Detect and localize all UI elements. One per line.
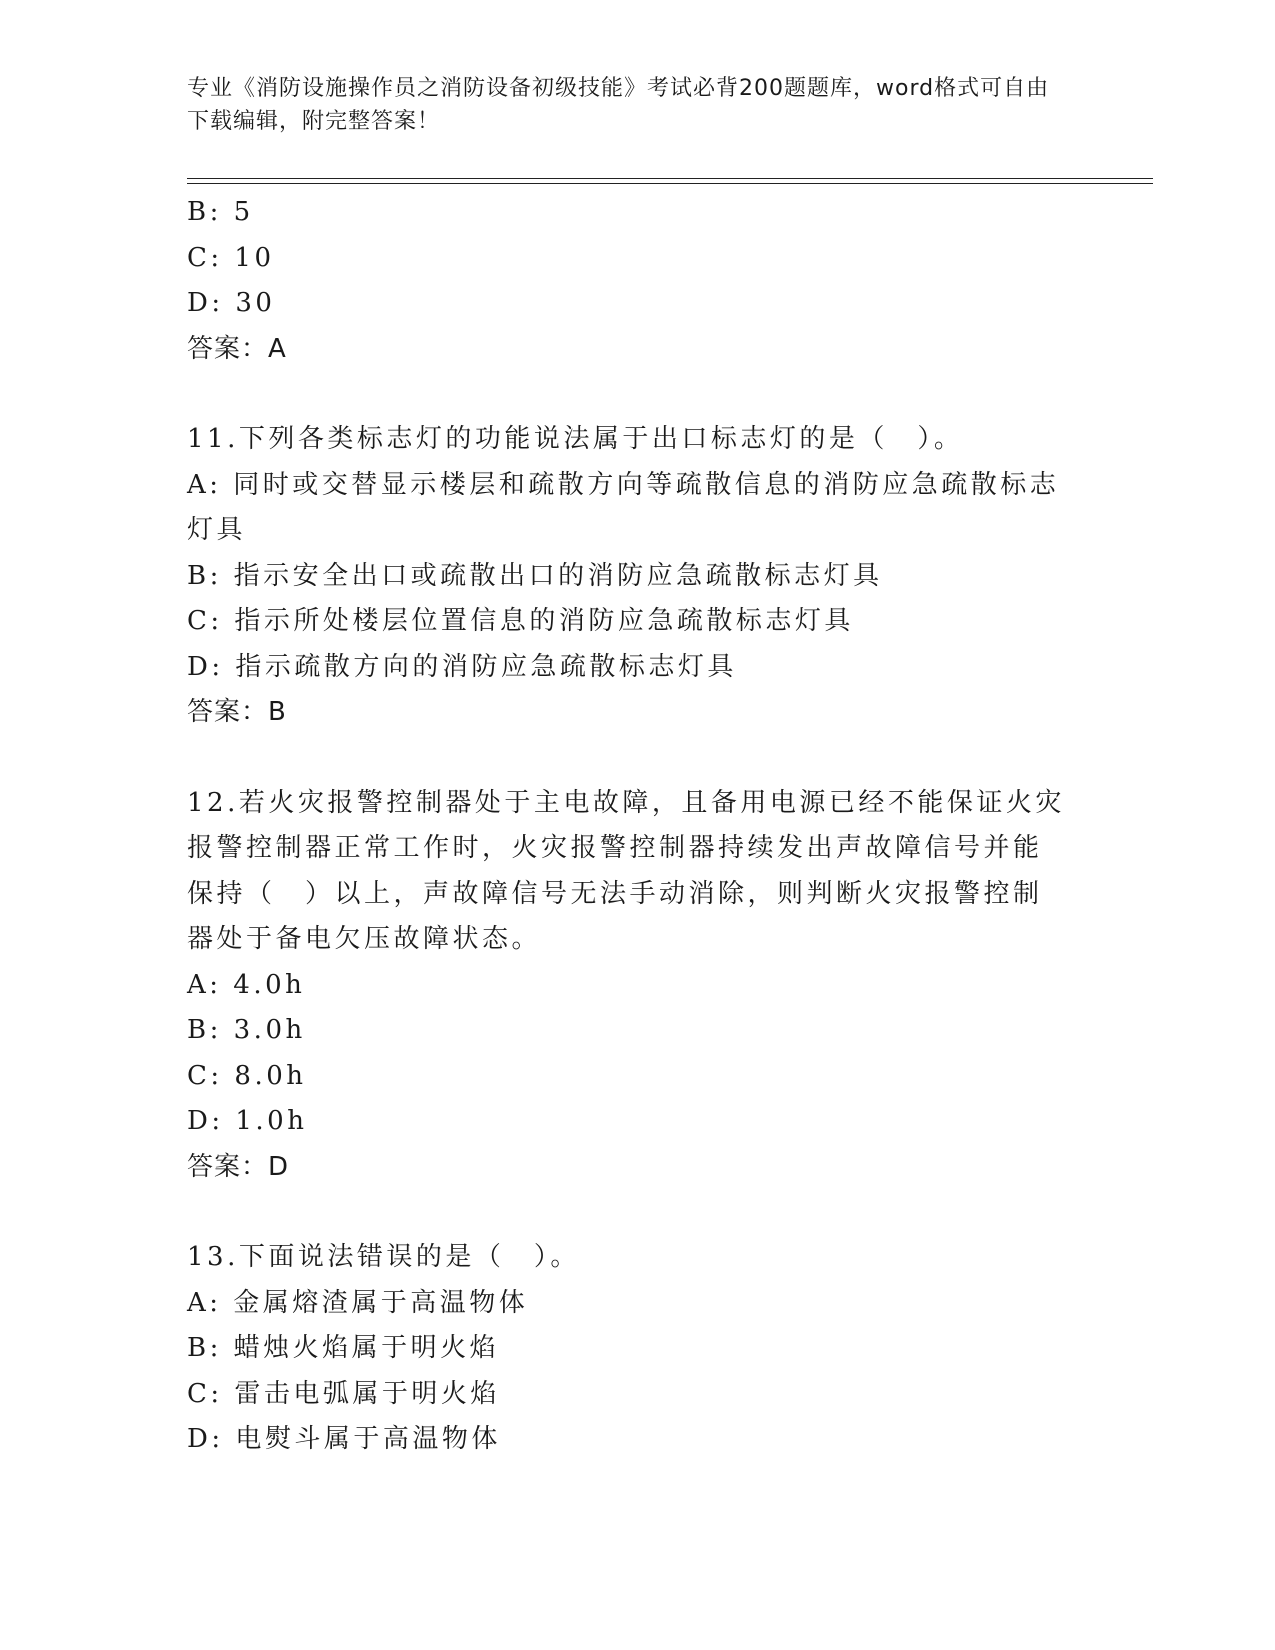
header-rule-bottom — [187, 183, 1153, 184]
header-rule-top — [187, 178, 1153, 179]
question-block — [187, 417, 1067, 736]
question-block — [187, 190, 1067, 372]
question-text: 12.若火灾报警控制器处于主电故障，且备用电源已经不能保证火灾报警控制器正常工作时，火灾报警控制器持续发出声故障信号并能保持（ ）以上，声故障信号无法手动消除，则判断火灾报警控制器处于备电欠压故障状态。 — [187, 787, 1065, 954]
option-b: B: 5 — [187, 197, 254, 227]
question-text: 11.下列各类标志灯的功能说法属于出口标志灯的是（ ）。 — [187, 424, 964, 454]
answer: 答案：B — [187, 697, 287, 727]
question-block — [187, 1235, 1067, 1463]
option-b: B: 3.0h — [187, 1015, 306, 1045]
document-body — [187, 190, 1067, 1463]
option-a: A: 4.0h — [187, 969, 306, 1000]
option-a: A: 同时或交替显示楼层和疏散方向等疏散信息的消防应急疏散标志灯具 — [187, 469, 1060, 545]
option-b: B: 蜡烛火焰属于明火焰 — [187, 1333, 500, 1363]
option-d: D: 1.0h — [187, 1106, 308, 1136]
option-d: D: 30 — [187, 288, 276, 318]
option-a: A: 金属熔渣属于高温物体 — [187, 1287, 529, 1318]
option-c: C: 8.0h — [187, 1060, 307, 1091]
option-b: B: 指示安全出口或疏散出口的消防应急疏散标志灯具 — [187, 560, 883, 591]
option-d: D: 电熨斗属于高温物体 — [187, 1424, 501, 1454]
option-c: C: 指示所处楼层位置信息的消防应急疏散标志灯具 — [187, 606, 854, 636]
question-block — [187, 781, 1067, 1191]
document-header — [187, 72, 1067, 138]
question-text: 13.下面说法错误的是（ ）。 — [187, 1242, 580, 1272]
option-c: C: 雷击电弧属于明火焰 — [187, 1378, 500, 1409]
header-title: 专业《消防设施操作员之消防设备初级技能》考试必背200题题库，word格式可自由下载编辑，附完整答案！ — [187, 76, 1050, 134]
option-c: C: 10 — [187, 242, 275, 273]
answer: 答案：D — [187, 1151, 290, 1182]
option-d: D: 指示疏散方向的消防应急疏散标志灯具 — [187, 651, 737, 682]
answer: 答案：A — [187, 333, 287, 364]
